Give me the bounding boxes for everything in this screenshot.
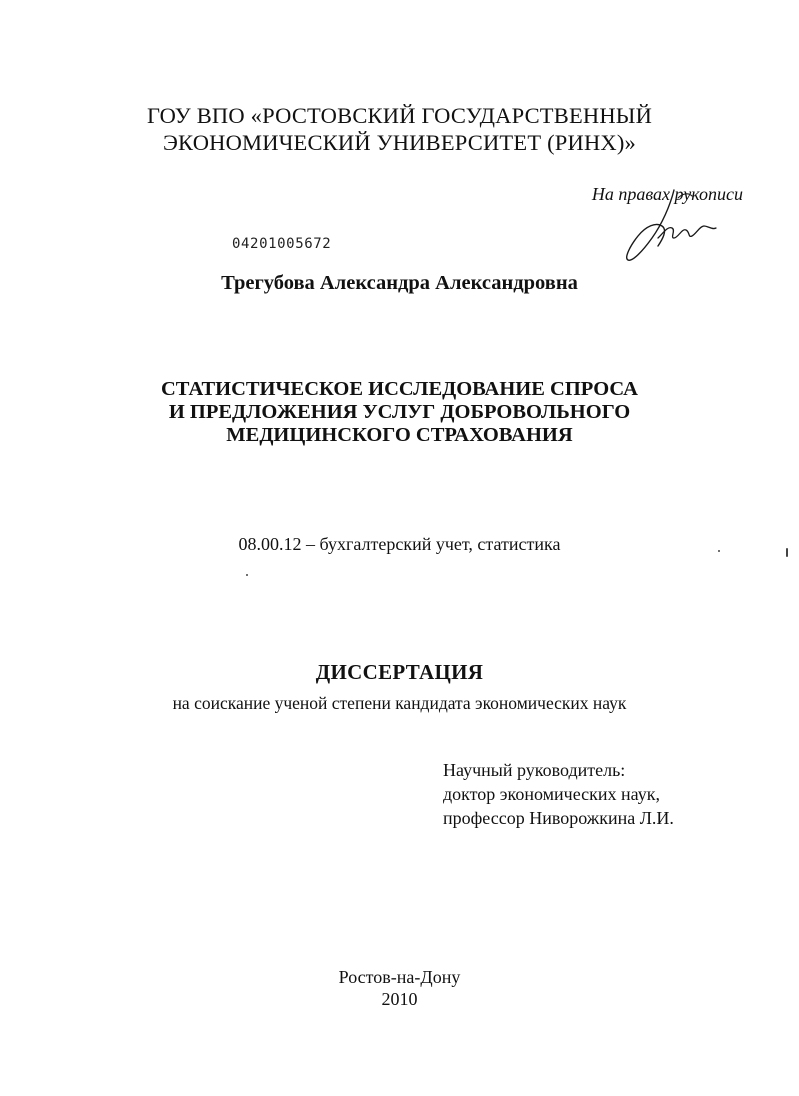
degree-sought: на соискание ученой степени кандидата экономических наук — [172, 693, 627, 713]
dissertation-title-line-1: СТАТИСТИЧЕСКОЕ ИССЛЕДОВАНИЕ СПРОСА — [161, 378, 638, 400]
rights-note: На правах рукописи — [591, 184, 743, 204]
specialty-code: 08.00.12 – бухгалтерский учет, статистика — [238, 534, 561, 554]
year: 2010 — [381, 989, 418, 1009]
supervisor-degree: доктор экономических наук, — [443, 784, 660, 804]
author-name: Трегубова Александра Александровна — [221, 272, 578, 294]
scan-speck — [718, 550, 720, 552]
dissertation-title-line-2: И ПРЕДЛОЖЕНИЯ УСЛУГ ДОБРОВОЛЬНОГО — [168, 401, 631, 423]
city: Ростов-на-Дону — [338, 967, 461, 987]
institution-name-line-2: ЭКОНОМИЧЕСКИЙ УНИВЕРСИТЕТ (РИНХ)» — [163, 130, 636, 155]
scan-speck — [246, 574, 248, 576]
scan-speck — [786, 548, 788, 557]
dissertation-title-line-3: МЕДИЦИНСКОГО СТРАХОВАНИЯ — [226, 424, 573, 446]
inventory-number: 04201005672 — [232, 236, 332, 252]
document-type-heading: ДИССЕРТАЦИЯ — [315, 660, 484, 684]
handwritten-signature — [612, 176, 732, 276]
supervisor-name: профессор Ниворожкина Л.И. — [443, 808, 674, 828]
institution-name-line-1: ГОУ ВПО «РОСТОВСКИЙ ГОСУДАРСТВЕННЫЙ — [146, 103, 653, 128]
supervisor-label: Научный руководитель: — [443, 760, 626, 780]
